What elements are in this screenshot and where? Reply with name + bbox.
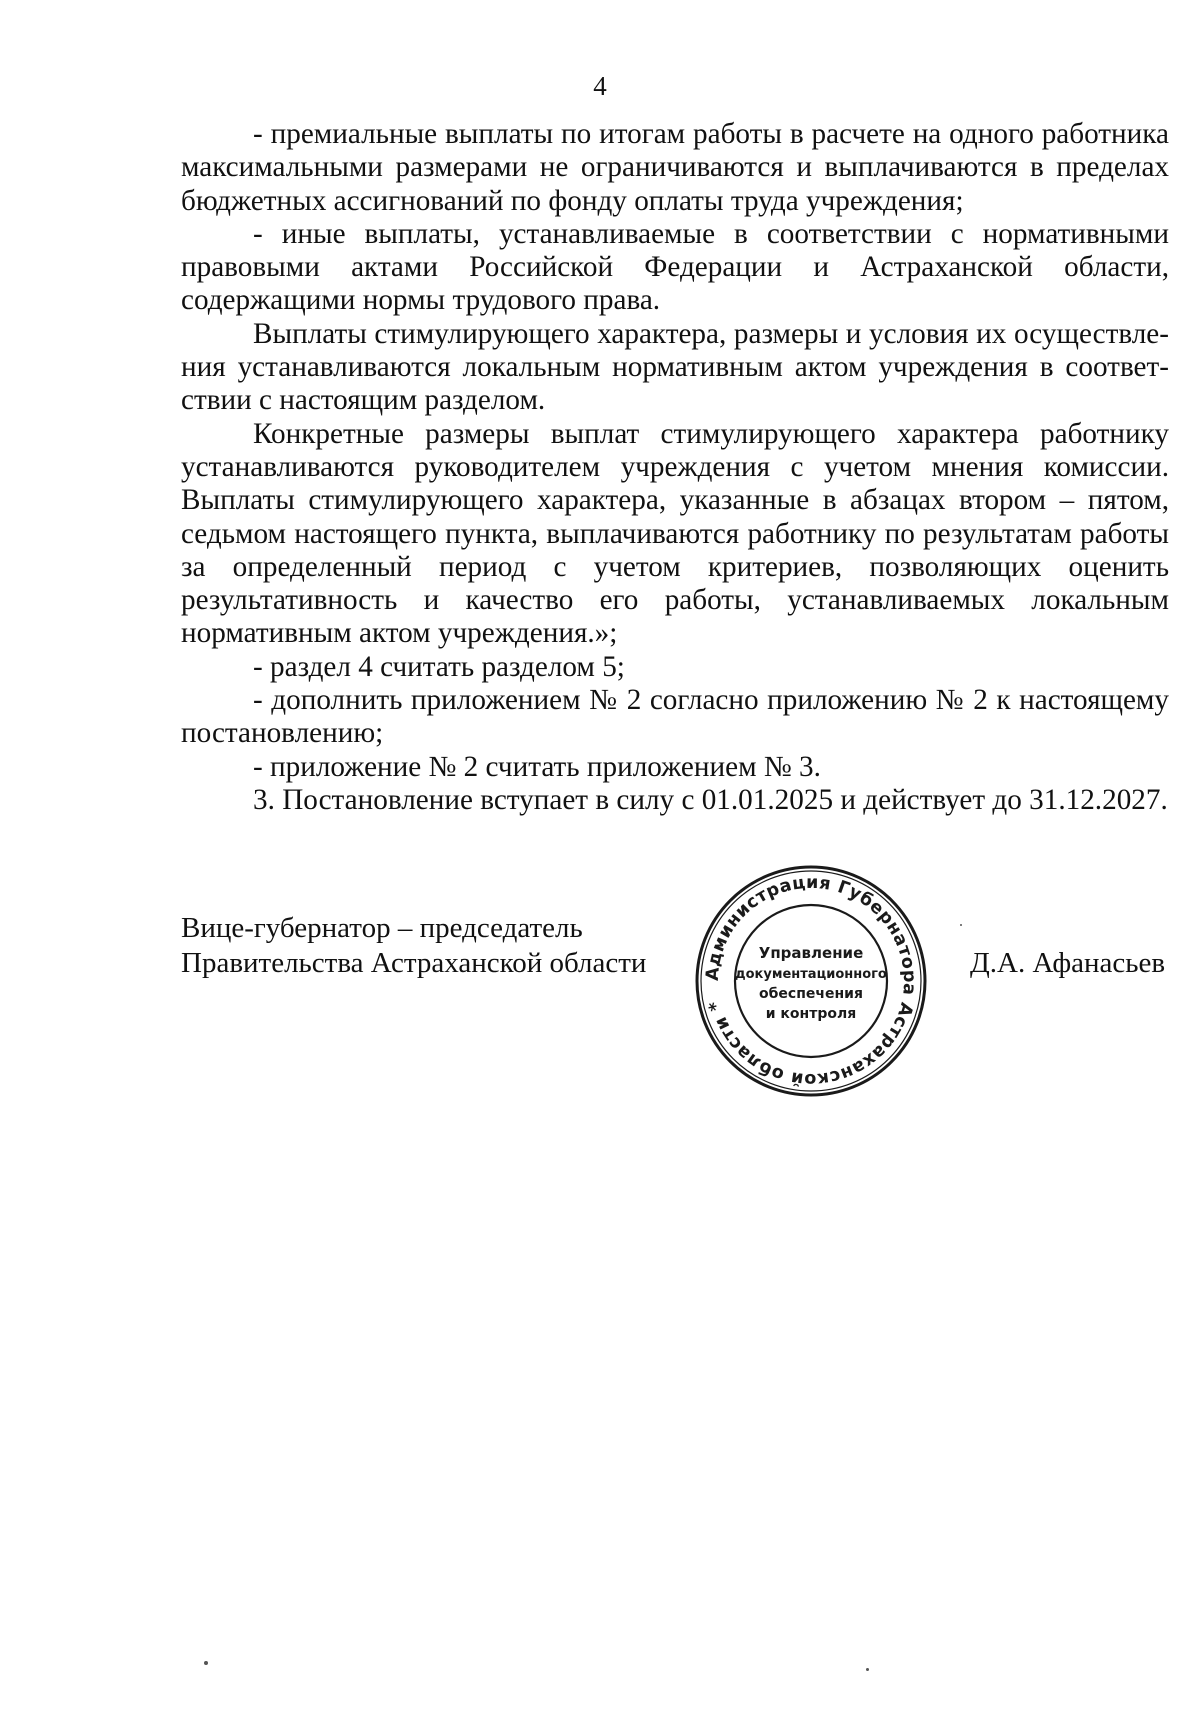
scan-speck bbox=[960, 924, 962, 926]
stamp-center-line: документационного bbox=[735, 967, 887, 982]
paragraph: 3. Постановление вступает в силу с 01.01.2025 и действует до 31.12.2027. bbox=[253, 783, 1168, 816]
official-stamp bbox=[692, 862, 930, 1100]
signatory-title-line: Правительства Астраханской области bbox=[181, 947, 647, 979]
signatory-title bbox=[181, 911, 651, 981]
document-body bbox=[181, 118, 1169, 817]
paragraph: Выплаты стимулирующего характера, размеры и условия их осуществления устанавливаются локальным нормативным актом учреждения в соответствии с настоящим разделом. bbox=[181, 317, 1169, 417]
paragraph: - приложение № 2 считать приложением № 3. bbox=[253, 750, 821, 783]
signatory-name: Д.А. Афанасьев bbox=[970, 947, 1166, 979]
stamp-center-line: обеспечения bbox=[759, 986, 863, 1002]
scan-speck bbox=[204, 1661, 208, 1665]
scan-speck bbox=[866, 1668, 869, 1671]
paragraph: - раздел 4 считать разделом 5; bbox=[253, 650, 625, 683]
stamp-center-line: и контроля bbox=[765, 1006, 857, 1022]
paragraph: - иные выплаты, устанавливаемые в соответствии с нормативными правовыми актами Российской Федерации и Астраханской области, содержащими нормы трудового права. bbox=[181, 217, 1169, 317]
paragraph: Конкретные размеры выплат стимулирующего характера работнику устанавливаются руководителем учреждения с учетом мнения комиссии. Выплаты стимулирующего характера, указанные в абзацах втором – пятом, седьмом настоящего пункта, выплачиваются работнику по результатам работы за определенный период с учетом критериев, позволяющих оценить результативность и качество его работы, устанавливаемых локальным нормативным актом учреждения.»; bbox=[181, 417, 1169, 650]
stamp-ring-text: Администрация Губернатора Астраханской области * bbox=[702, 872, 920, 1090]
paragraph: - премиальные выплаты по итогам работы в расчете на одного работника максимальными размерами не ограничиваются и выплачиваются в пределах бюджетных ассигнований по фонду оплаты труда учреждения; bbox=[181, 118, 1169, 217]
page-number: 4 bbox=[593, 71, 607, 101]
signatory-title-line: Вице-губернатор – председатель bbox=[181, 912, 583, 944]
paragraph: - дополнить приложением № 2 согласно приложению № 2 к настоящему постановлению; bbox=[181, 684, 1169, 750]
stamp-center-line: Управление bbox=[758, 944, 864, 962]
